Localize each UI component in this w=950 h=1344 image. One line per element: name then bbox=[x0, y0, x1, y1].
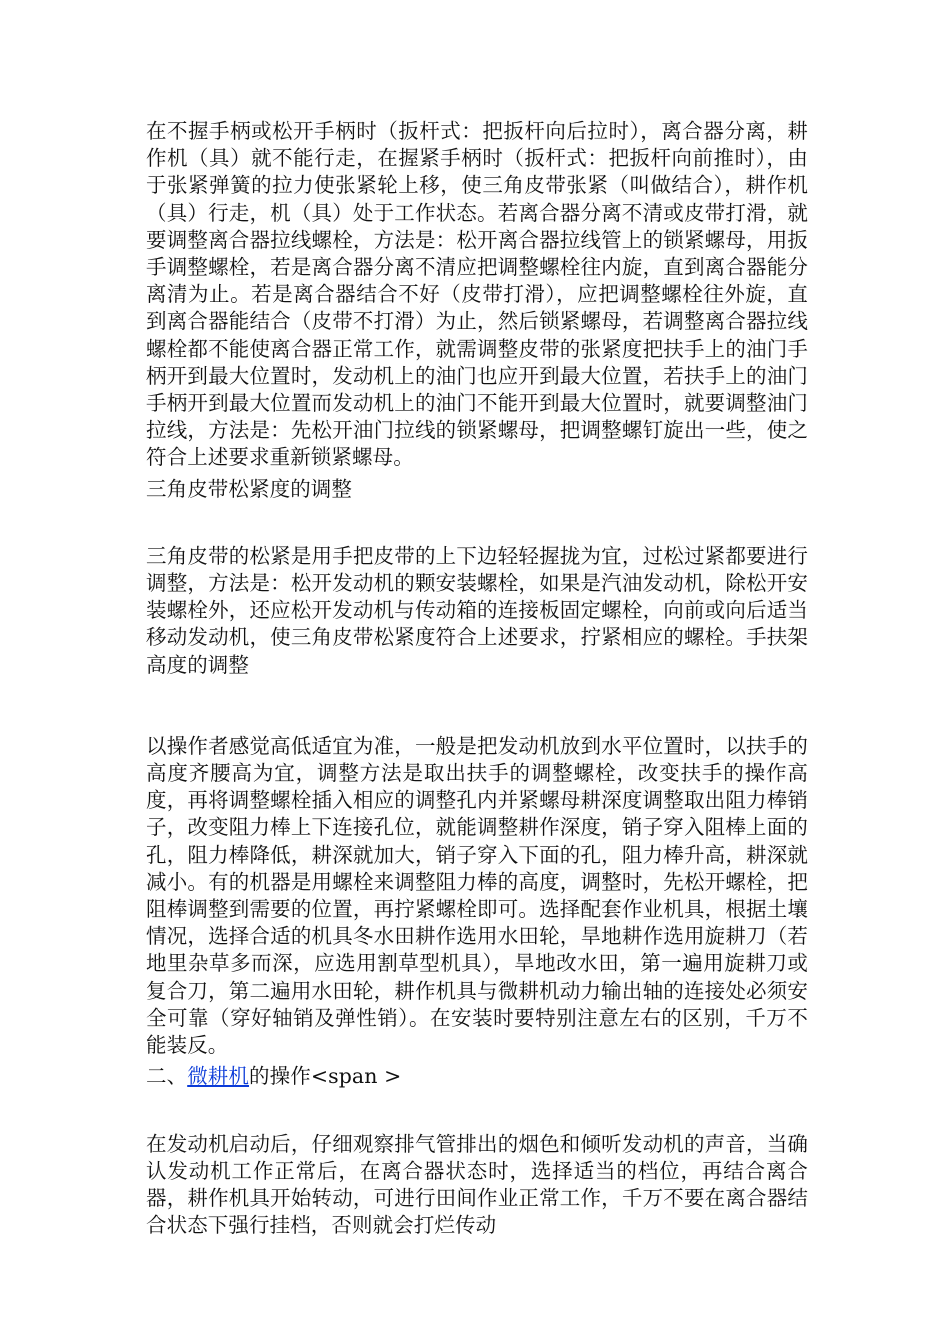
spacer bbox=[146, 503, 808, 543]
paragraph-handle-height: 以操作者感觉高低适宜为准，一般是把发动机放到水平位置时，以扶手的高度齐腰高为宜，调整方法是取出扶手的调整螺栓，改变扶手的操作高度，再将调整螺栓插入相应的调整孔内并紧螺母耕深度调整取出阻力棒销子，改变阻力棒上下连接孔位，就能调整耕作深度，销子穿入阻棒上面的孔，阻力棒降低，耕深就加大，销子穿入下面的孔，阻力棒升高，耕深就减小。有的机器是用螺栓来调整阻力棒的高度，调整时，先松开螺栓，把阻棒调整到需要的位置，再拧紧螺栓即可。选择配套作业机具，根据土壤情况，选择合适的机具冬水田耕作选用水田轮，旱地耕作选用旋耕刀（若地里杂草多而深，应选用割草型机具），旱地改水田，第一遍用旋耕刀或复合刀，第二遍用水田轮，耕作机具与微耕机动力输出轴的连接处必须安全可靠（穿好轴销及弹性销）。在安装时要特别注意左右的区别，千万不能装反。 bbox=[146, 733, 808, 1058]
heading-operation bbox=[146, 1063, 808, 1090]
paragraph-belt-tension: 三角皮带的松紧是用手把皮带的上下边轻轻握拢为宜，过松过紧都要进行调整，方法是：松开发动机的颗安装螺栓，如果是汽油发动机，除松开安装螺栓外，还应松开发动机与传动箱的连接板固定螺栓，向前或向后适当移动发动机，使三角皮带松紧度符合上述要求，拧紧相应的螺栓。手扶架高度的调整 bbox=[146, 543, 808, 677]
spacer bbox=[146, 1091, 808, 1131]
spacer bbox=[146, 679, 808, 733]
paragraph-clutch-adjustment: 在不握手柄或松开手柄时（扳杆式：把扳杆向后拉时），离合器分离，耕作机（具）就不能行走，在握紧手柄时（扳杆式：把扳杆向前推时），由于张紧弹簧的拉力使张紧轮上移，使三角皮带张紧（叫做结合），耕作机（具）行走，机（具）处于工作状态。若离合器分离不清或皮带打滑，就要调整离合器拉线螺栓，方法是：松开离合器拉线管上的锁紧螺母，用扳手调整螺栓，若是离合器分离不清应把调整螺栓往内旋，直到离合器能分离清为止。若是离合器结合不好（皮带打滑），应把调整螺栓往外旋，直到离合器能结合（皮带不打滑）为止，然后锁紧螺母，若调整离合器拉线螺栓都不能使离合器正常工作，就需调整皮带的张紧度把扶手上的油门手柄开到最大位置时，发动机上的油门也应开到最大位置，若扶手上的油门手柄开到最大位置而发动机上的油门不能开到最大位置时，就要调整油门拉线，方法是：先松开油门拉线的锁紧螺母，把调整螺钉旋出一些，使之符合上述要求重新锁紧螺母。 bbox=[146, 119, 808, 470]
heading-belt-tension: 三角皮带松紧度的调整 bbox=[146, 476, 352, 501]
heading-operation-suffix: 的操作<span > bbox=[249, 1064, 402, 1089]
heading-operation-prefix: 二、 bbox=[146, 1064, 188, 1089]
paragraph-engine-start: 在发动机启动后，仔细观察排气管排出的烟色和倾听发动机的声音，当确认发动机工作正常后，在离合器状态时，选择适当的档位，再结合离合器，耕作机具开始转动，可进行田间作业正常工作，千万不要在离合器结合状态下强行挂档，否则就会打烂传动 bbox=[146, 1131, 808, 1238]
micro-tiller-link[interactable]: 微耕机 bbox=[187, 1064, 250, 1089]
document-body bbox=[146, 118, 808, 1239]
